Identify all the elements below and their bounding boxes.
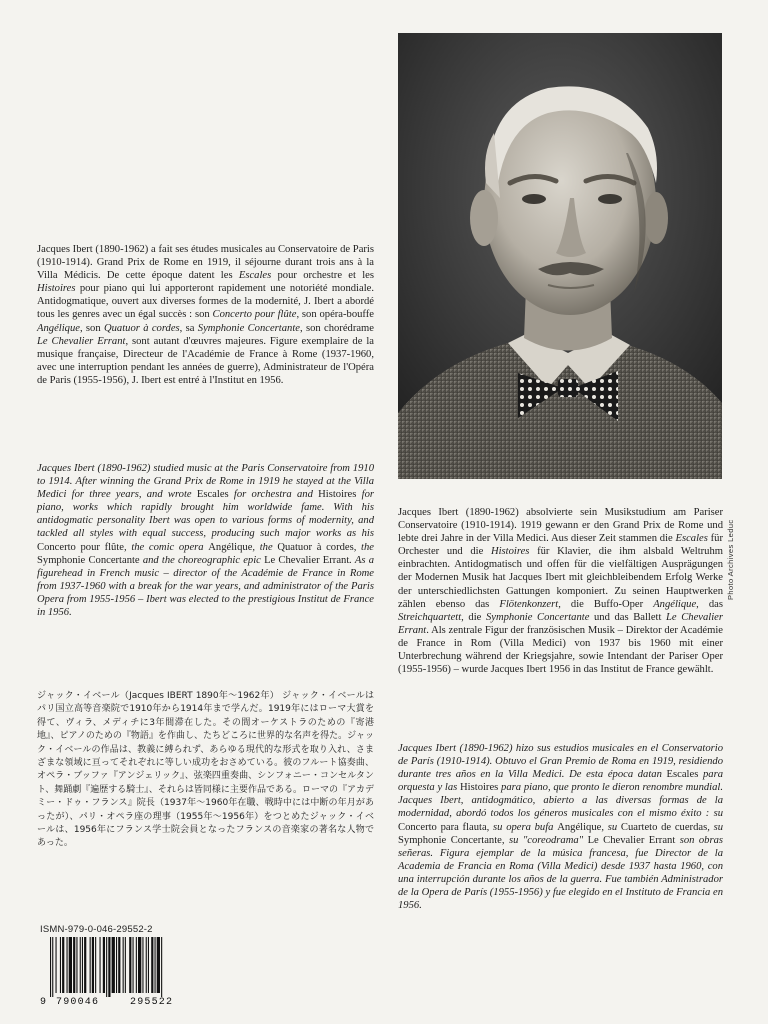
text-run: Histoires: [318, 489, 357, 501]
french-text: [37, 243, 374, 387]
text-run: , su: [707, 821, 724, 833]
text-run: . Als zentrale Figur der französischen Musik – Direktor der Académie de France in Rom (Villa Medici) von 1937 bis 1960 mit einer Unterbrechung während der Kriegsjahre, sowie Intendant der Pariser Oper (1955-1956) – wurde Jacques Ibert 1956 in das Institut de France gewählt.: [398, 624, 723, 676]
barcode-bar: [73, 937, 75, 993]
barcode-bar: [69, 937, 72, 993]
text-run: Concerto para flauta: [398, 821, 487, 833]
barcode-bar: [106, 937, 107, 997]
barcode-bar: [67, 937, 68, 993]
text-run: Escales: [238, 270, 272, 282]
text-run: Escales: [196, 489, 229, 501]
barcode-digits-right: 295522: [130, 997, 174, 1008]
barcode-digits-left: 790046: [56, 997, 100, 1008]
french-biography: [37, 243, 374, 387]
portrait-image: [398, 33, 722, 479]
spanish-text: [398, 742, 723, 912]
text-run: Angélique: [208, 541, 253, 553]
text-run: Streichquartett: [398, 611, 462, 623]
barcode-bar: [84, 937, 86, 993]
text-run: Concerto pour flûte: [212, 309, 297, 321]
text-run: Jacques Ibert (1890-1962) studied music at the Paris Conservatoire from 1910 to 1914. After winning the Grand Prix de Rome in 1919 he stayed at the Villa Medici for three years, and wrote: [37, 463, 374, 501]
text-run: Angélique: [557, 821, 602, 833]
barcode-bar: [136, 937, 137, 993]
text-run: und das Ballett: [589, 611, 667, 623]
text-run: Jacques Ibert (1890-1962) a fait ses études musicales au Conservatoire de Paris (1910-1914). Grand Prix de Rome en 1919, il séjourne durant trois ans à la Villa Médicis. De cette époque datent les: [37, 244, 374, 282]
barcode-bar: [108, 937, 110, 997]
barcode-bar: [112, 937, 115, 993]
japanese-biography: [37, 690, 374, 851]
text-run: , su: [601, 821, 621, 833]
japanese-text: ジャック・イベールはパリ国立高等音楽院で1910年から1914年まで学んだ。1919年にはローマ大賞を得て、ヴィラ、メディチに3年間滞在した。その間オーケストラのための『寄港地』、ピアノのための『物語』を作曲し、たちどころに世界的な名声を得た。ジャック・イベールの作品は、教義に縛られず、あらゆる現代的な形式を取り入れ、さまざまな領域に亘ってそれぞれに等しい成功をおさめている。彼のフルート協奏曲、オペラ・ブッファ『アンジェリック』、弦楽四重奏曲、シンフォニー・コンセルタント、舞踊劇『遍歴する騎士』、それらは皆同様に主要作品である。ローマの『アカデミー・ドゥ・フランス』院長（1937年〜1960年在職、戦時中には中断の年月があったが）、パリ・オペラ座の理事（1955年〜1956年）をつとめたジャック・イベールは、1956年にフランス学士院会員となったフランスの音楽家の著名な人物であった。: [37, 691, 374, 849]
german-text: [398, 506, 723, 676]
text-run: , the: [252, 541, 278, 553]
barcode-bar: [151, 937, 153, 993]
ismn-number: ISMN-979-0-046-29552-2: [40, 924, 153, 935]
text-run: Le Chevalier Errant: [398, 611, 723, 636]
text-run: , die: [461, 611, 486, 623]
barcode-bars: [40, 937, 206, 997]
barcode-bar: [142, 937, 143, 993]
barcode: [40, 937, 206, 1009]
text-run: für Orchester und die: [398, 533, 723, 558]
text-run: Symphonie Concertante: [197, 322, 300, 334]
barcode-bar: [82, 937, 83, 993]
text-run: . As a figurehead in French music – director of the Académie de France in Rome from 1937-1960 with a break for the war years, and administrator of the Paris Opera from 1955-1956 – Ibert was elected to the prestigious Institut de France in 1956.: [37, 554, 375, 619]
text-run: para piano, que pronto le dieron renombre mundial. Jacques Ibert, antidogmático, abierto a las diversas formas de la modernidad, abordó todos los géneros musicales con el mismo éxito : su: [398, 782, 723, 820]
text-run: Jacques Ibert (1890-1962) hizo sus estudios musicales en el Conservatorio de París (1910-1914). Obtuvo el Gran Premio de Roma en 1919, residiendo durante tres años en la Villa Medici. De esta época datan: [398, 743, 723, 781]
barcode-bar: [129, 937, 131, 993]
barcode-digits: [40, 997, 206, 1009]
text-run: Angélique: [37, 322, 80, 334]
barcode-bar: [116, 937, 117, 993]
text-run: Escales: [675, 533, 708, 545]
barcode-bar: [157, 937, 160, 993]
barcode-bar: [125, 937, 126, 993]
barcode-bar: [133, 937, 134, 993]
text-run: , son: [79, 322, 104, 334]
text-run: Escales: [666, 769, 699, 781]
barcode-bar: [60, 937, 61, 993]
barcode-bar: [103, 937, 105, 993]
text-run: son obras señeras. Figura ejemplar de la música francesa, fue Director de la Academia de Francia en Roma (Villa Medici) desde 1937 hasta 1960, con una interrupción durante los años de la guerra. Fue también Administrador de la Opera de París (1955-1956) y fue elegido en el Instituto de Francia en 1956.: [398, 834, 723, 912]
text-run: para orquesta y las: [398, 769, 723, 794]
barcode-bar: [92, 937, 94, 993]
barcode-bar: [146, 937, 147, 993]
text-run: Cuarteto de cuerdas: [620, 821, 708, 833]
barcode-bar: [100, 937, 101, 993]
barcode-bar: [155, 937, 156, 993]
text-run: Symphonie Concertante: [485, 611, 590, 623]
text-run: Histoires: [490, 546, 530, 558]
text-run: Jacques Ibert (1890-1962) absolvierte sein Musikstudium am Pariser Conservatoire (1910-1914). 1919 gewann er den Grand Prix de Rome und lebte drei Jahre in der Villa Medici. Aus dieser Zeit stammen die: [398, 507, 723, 545]
text-run: , das: [696, 598, 723, 610]
barcode-bar: [118, 937, 120, 993]
text-run: , son opéra-bouffe: [296, 309, 374, 321]
text-run: Flötenkonzert: [499, 598, 559, 610]
barcode-bar: [95, 937, 96, 993]
english-biography: [37, 462, 374, 619]
spanish-biography: [398, 742, 723, 912]
barcode-bar: [52, 937, 53, 997]
text-run: , su "coreodrama": [501, 834, 588, 846]
photo-credit: Photo Archives Leduc: [726, 519, 735, 600]
text-run: Quatuor à cordes: [277, 541, 354, 553]
text-run: Le Chevalier Errant: [587, 834, 676, 846]
english-text: [37, 462, 374, 619]
japanese-heading: ジャック・イベール（Jacques IBERT 1890年〜1962年）: [37, 691, 280, 701]
text-run: für Klavier, die ihm alsbald Weltruhm einbrachten. Antidogmatisch und offen für die vielfältigen Ausprägungen der Modernen Musik hat Jacques Ibert mit gleichbleibendem Erfolg Werke der unterschiedlichsten Gattungen komponiert. Zu seinen Hauptwerken zählen ebenso das: [398, 546, 723, 610]
text-run: pour orchestre et les: [271, 270, 374, 282]
text-run: , the comic opera: [124, 541, 209, 553]
barcode-bar: [76, 937, 77, 993]
text-run: Concerto pour flûte: [37, 541, 124, 553]
barcode-bar: [138, 937, 141, 993]
text-run: Histoires: [37, 283, 76, 295]
barcode-bar: [161, 937, 162, 997]
barcode-bar: [50, 937, 51, 997]
composer-portrait: [398, 33, 722, 479]
text-run: pour piano qui lui apporteront rapidement une notoriété mondiale. Antidogmatique, ouvert aux diverses formes de la modernité, J. Ibert a abordé tous les genres avec un égal succès : son: [37, 283, 374, 321]
text-run: , die Buffo-Oper: [558, 598, 654, 610]
barcode-bar: [80, 937, 81, 993]
barcode-digit-lead: 9: [40, 997, 48, 1008]
text-run: , son chorédrame: [299, 322, 374, 334]
text-run: Symphonie Concertante: [398, 834, 502, 846]
text-run: Le Chevalier Errant: [37, 335, 126, 347]
text-run: , sont autant d'œuvres majeures. Figure exemplaire de la musique française, Directeur de l'Académie de France à Rome (1937-1960, avec une interruption pendant les années de guerre), Administrateur de l'Opéra de Paris (1955-1956), J. Ibert est entré à l'Institut en 1956.: [37, 335, 374, 386]
text-run: for piano, works which rapidly brought him worldwide fame. With his antidogmatic personality Ibert was open to various forms of modernity, and tackled all styles with equal success, producing such major works as his: [37, 489, 375, 540]
text-run: for orchestra and: [228, 489, 319, 501]
barcode-bar: [123, 937, 124, 993]
text-run: and the choreographic epic: [139, 554, 265, 566]
text-run: Symphonie Concertante: [37, 554, 140, 566]
text-run: , su opera bufa: [486, 821, 558, 833]
text-run: Le Chevalier Errant: [264, 554, 350, 566]
text-run: Angélique: [653, 598, 697, 610]
text-run: , sa: [179, 322, 198, 334]
barcode-bar: [56, 937, 57, 993]
barcode-bar: [90, 937, 91, 993]
text-run: Quatuor à cordes: [103, 322, 180, 334]
text-run: , the: [353, 541, 374, 553]
barcode-bar: [62, 937, 64, 993]
german-biography: [398, 506, 723, 676]
text-run: Histoires: [460, 782, 499, 794]
barcode-bar: [148, 937, 149, 993]
